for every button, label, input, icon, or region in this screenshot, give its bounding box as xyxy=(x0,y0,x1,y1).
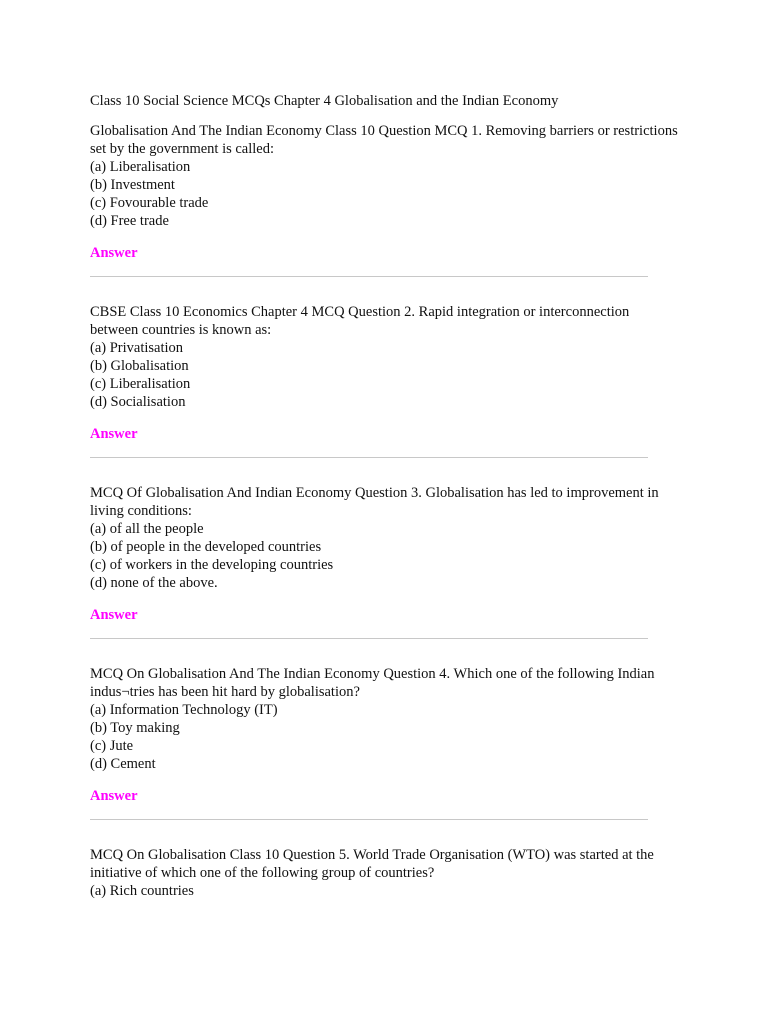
options-list xyxy=(90,339,680,411)
options-list xyxy=(90,882,680,900)
option-c: (c) Fovourable trade xyxy=(90,195,209,211)
divider xyxy=(90,276,648,277)
divider xyxy=(90,638,648,639)
option-c: (c) Liberalisation xyxy=(90,376,191,392)
question-text: Globalisation And The Indian Economy Class 10 Question MCQ 1. Removing barriers or restrictions set by the government is called: xyxy=(90,123,678,157)
option-d: (d) Free trade xyxy=(90,213,169,229)
option-d: (d) Socialisation xyxy=(90,394,186,410)
question-3 xyxy=(90,484,680,639)
option-b: (b) of people in the developed countries xyxy=(90,539,322,555)
divider xyxy=(90,819,648,820)
answer-toggle-1[interactable]: Answer xyxy=(90,245,138,261)
option-a: (a) of all the people xyxy=(90,521,204,537)
option-d: (d) Cement xyxy=(90,756,156,772)
option-b: (b) Toy making xyxy=(90,720,180,736)
option-c: (c) Jute xyxy=(90,738,134,754)
document-page xyxy=(90,92,680,900)
question-2 xyxy=(90,303,680,458)
question-1 xyxy=(90,122,680,277)
answer-toggle-3[interactable]: Answer xyxy=(90,607,138,623)
question-text: MCQ Of Globalisation And Indian Economy Question 3. Globalisation has led to improvement in living conditions: xyxy=(90,485,659,519)
option-b: (b) Investment xyxy=(90,177,175,193)
answer-toggle-2[interactable]: Answer xyxy=(90,426,138,442)
option-a: (a) Rich countries xyxy=(90,883,194,899)
page-title: Class 10 Social Science MCQs Chapter 4 Globalisation and the Indian Economy xyxy=(90,93,559,109)
answer-toggle-4[interactable]: Answer xyxy=(90,788,138,804)
option-d: (d) none of the above. xyxy=(90,575,218,591)
option-b: (b) Globalisation xyxy=(90,358,189,374)
option-c: (c) of workers in the developing countries xyxy=(90,557,334,573)
options-list xyxy=(90,158,680,230)
question-text: MCQ On Globalisation Class 10 Question 5. World Trade Organisation (WTO) was started at the initiative of which one of the following group of countries? xyxy=(90,847,654,881)
options-list xyxy=(90,520,680,592)
question-5 xyxy=(90,846,680,900)
question-text: MCQ On Globalisation And The Indian Economy Question 4. Which one of the following Indian indus¬tries has been hit hard by globalisation? xyxy=(90,666,655,700)
divider xyxy=(90,457,648,458)
option-a: (a) Liberalisation xyxy=(90,159,191,175)
question-4 xyxy=(90,665,680,820)
option-a: (a) Information Technology (IT) xyxy=(90,702,278,718)
question-text: CBSE Class 10 Economics Chapter 4 MCQ Question 2. Rapid integration or interconnection between countries is known as: xyxy=(90,304,630,338)
options-list xyxy=(90,701,680,773)
option-a: (a) Privatisation xyxy=(90,340,184,356)
